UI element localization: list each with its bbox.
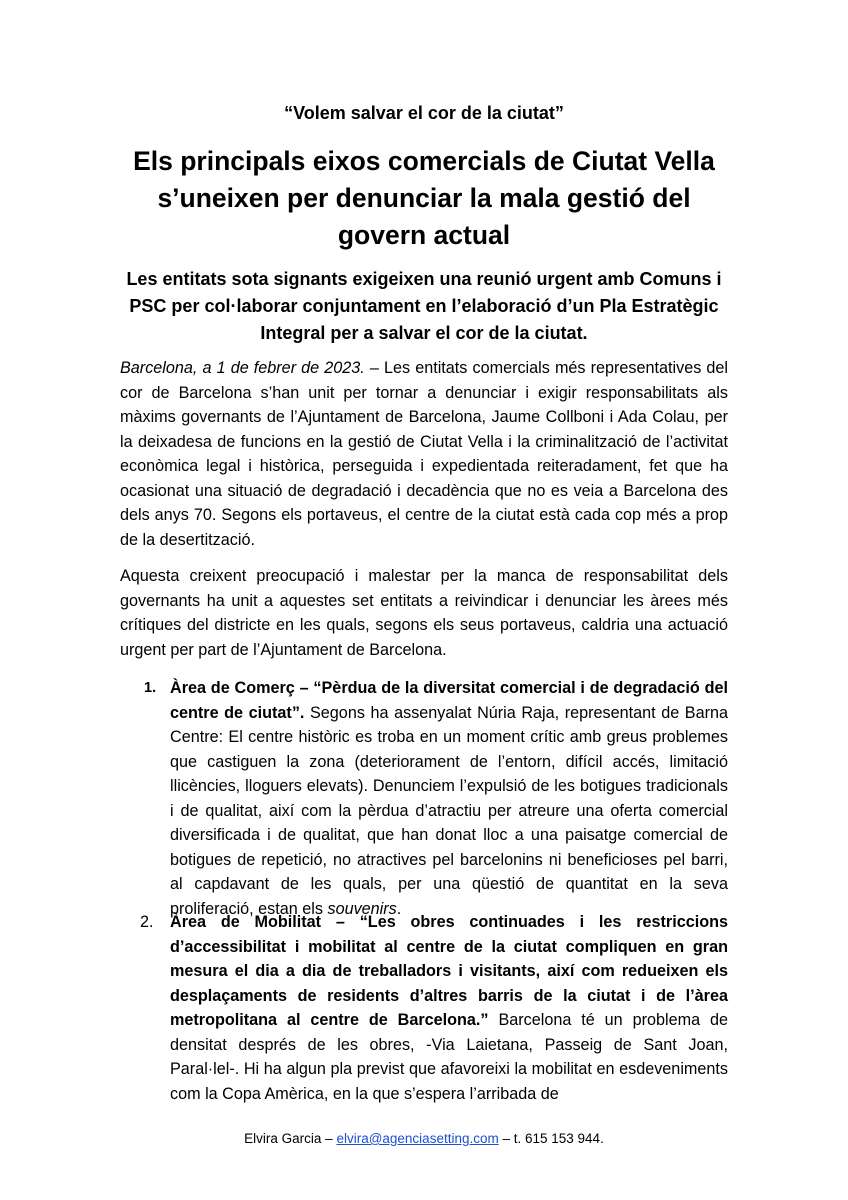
intro-text: – Les entitats comercials més representatives del cor de Barcelona s’han unit per tornar a denunciar i exigir responsabilitats als màxims governants de l’Ajuntament de Barcelona, Jaume Collboni i Ada Colau, per la deixadesa de funcions en la gestió de Ciutat Vella i la criminalització de l’activitat econòmica legal i històrica, perseguida i expedientada reiteradament, fet que ha ocasionat una situació de degradació i decadència que no es veia a Barcelona des dels anys 70. Segons els portaveus, el centre de la ciutat està cada cop més a prop de la desertització.	[120, 359, 728, 549]
kicker-quote: “Volem salvar el cor de la ciutat”	[284, 103, 564, 123]
list-item	[144, 676, 728, 921]
footer	[0, 1131, 848, 1146]
list-text: Barcelona té un problema de densitat després de les obres, -Via Laietana, Passeig de Sant Joan, Paral·lel-. Hi ha algun pla previst que afavoreixi la mobilitat en esdeveniments com la Copa Amèrica, en la que s’espera l’arribada de	[170, 1011, 728, 1103]
list-text: Segons ha assenyalat Núria Raja, representant de Barna Centre: El centre històric es troba en un moment crític amb greus problemes que castiguen la zona (deteriorament de l’entorn, difícil accés, limitació llicències, lloguers elevats). Denunciem l’expulsió de les botigues tradicionals i de qualitat, així com la pèrdua d’atractiu per atreure una oferta comercial diversificada i de qualitat, que han donat lloc a una paisatge comercial de botigues de repetició, no atractives pel barcelonins ni beneficioses pel barri, al capdavant de les quals, per una qüestió de quantitat en la seva proliferació, estan els	[170, 703, 728, 918]
list-heading: Àrea de Mobilitat – “Les obres continuades i les restriccions d’accessibilitat i mobilitat al centre de la ciutat compliquen en gran mesura el dia a dia de treballadors i visitants, així com redueixen els desplaçaments de residents d’altres barris de la ciutat i de l’àrea metropolitana al centre de Barcelona.”	[170, 913, 728, 1029]
list-tail: .	[396, 899, 402, 918]
paragraph-intro	[120, 356, 728, 552]
page-title: Els principals eixos comercials de Ciutat Vella s’uneixen per denunciar la mala gestió del govern actual	[133, 146, 715, 250]
list-italic-word: souvenirs	[327, 899, 397, 918]
list-number: 2.	[140, 913, 154, 931]
paragraph-context: Aquesta creixent preocupació i malestar per la manca de responsabilitat dels governants ha unit a aquestes set entitats a reivindicar i denunciar les àrees més crítiques del districte en les quals, segons els seus portaveus, caldria una actuació urgent per part de l’Ajuntament de Barcelona.	[120, 567, 728, 659]
subtitle: Les entitats sota signants exigeixen una reunió urgent amb Comuns i PSC per col·laborar conjuntament en l’elaboració d’un Pla Estratègic Integral per a salvar el cor de la ciutat.	[126, 269, 722, 343]
list-number: 1.	[144, 680, 157, 696]
footer-name: Elvira Garcia –	[244, 1131, 337, 1146]
list-item	[140, 910, 728, 1106]
list-heading: Àrea de Comerç – “Pèrdua de la diversitat comercial i de degradació del centre de ciutat”.	[170, 679, 728, 722]
dateline: Barcelona, a 1 de febrer de 2023.	[120, 359, 365, 377]
footer-email-link[interactable]: elvira@agenciasetting.com	[336, 1131, 499, 1146]
footer-phone: – t. 615 153 944.	[498, 1131, 604, 1146]
